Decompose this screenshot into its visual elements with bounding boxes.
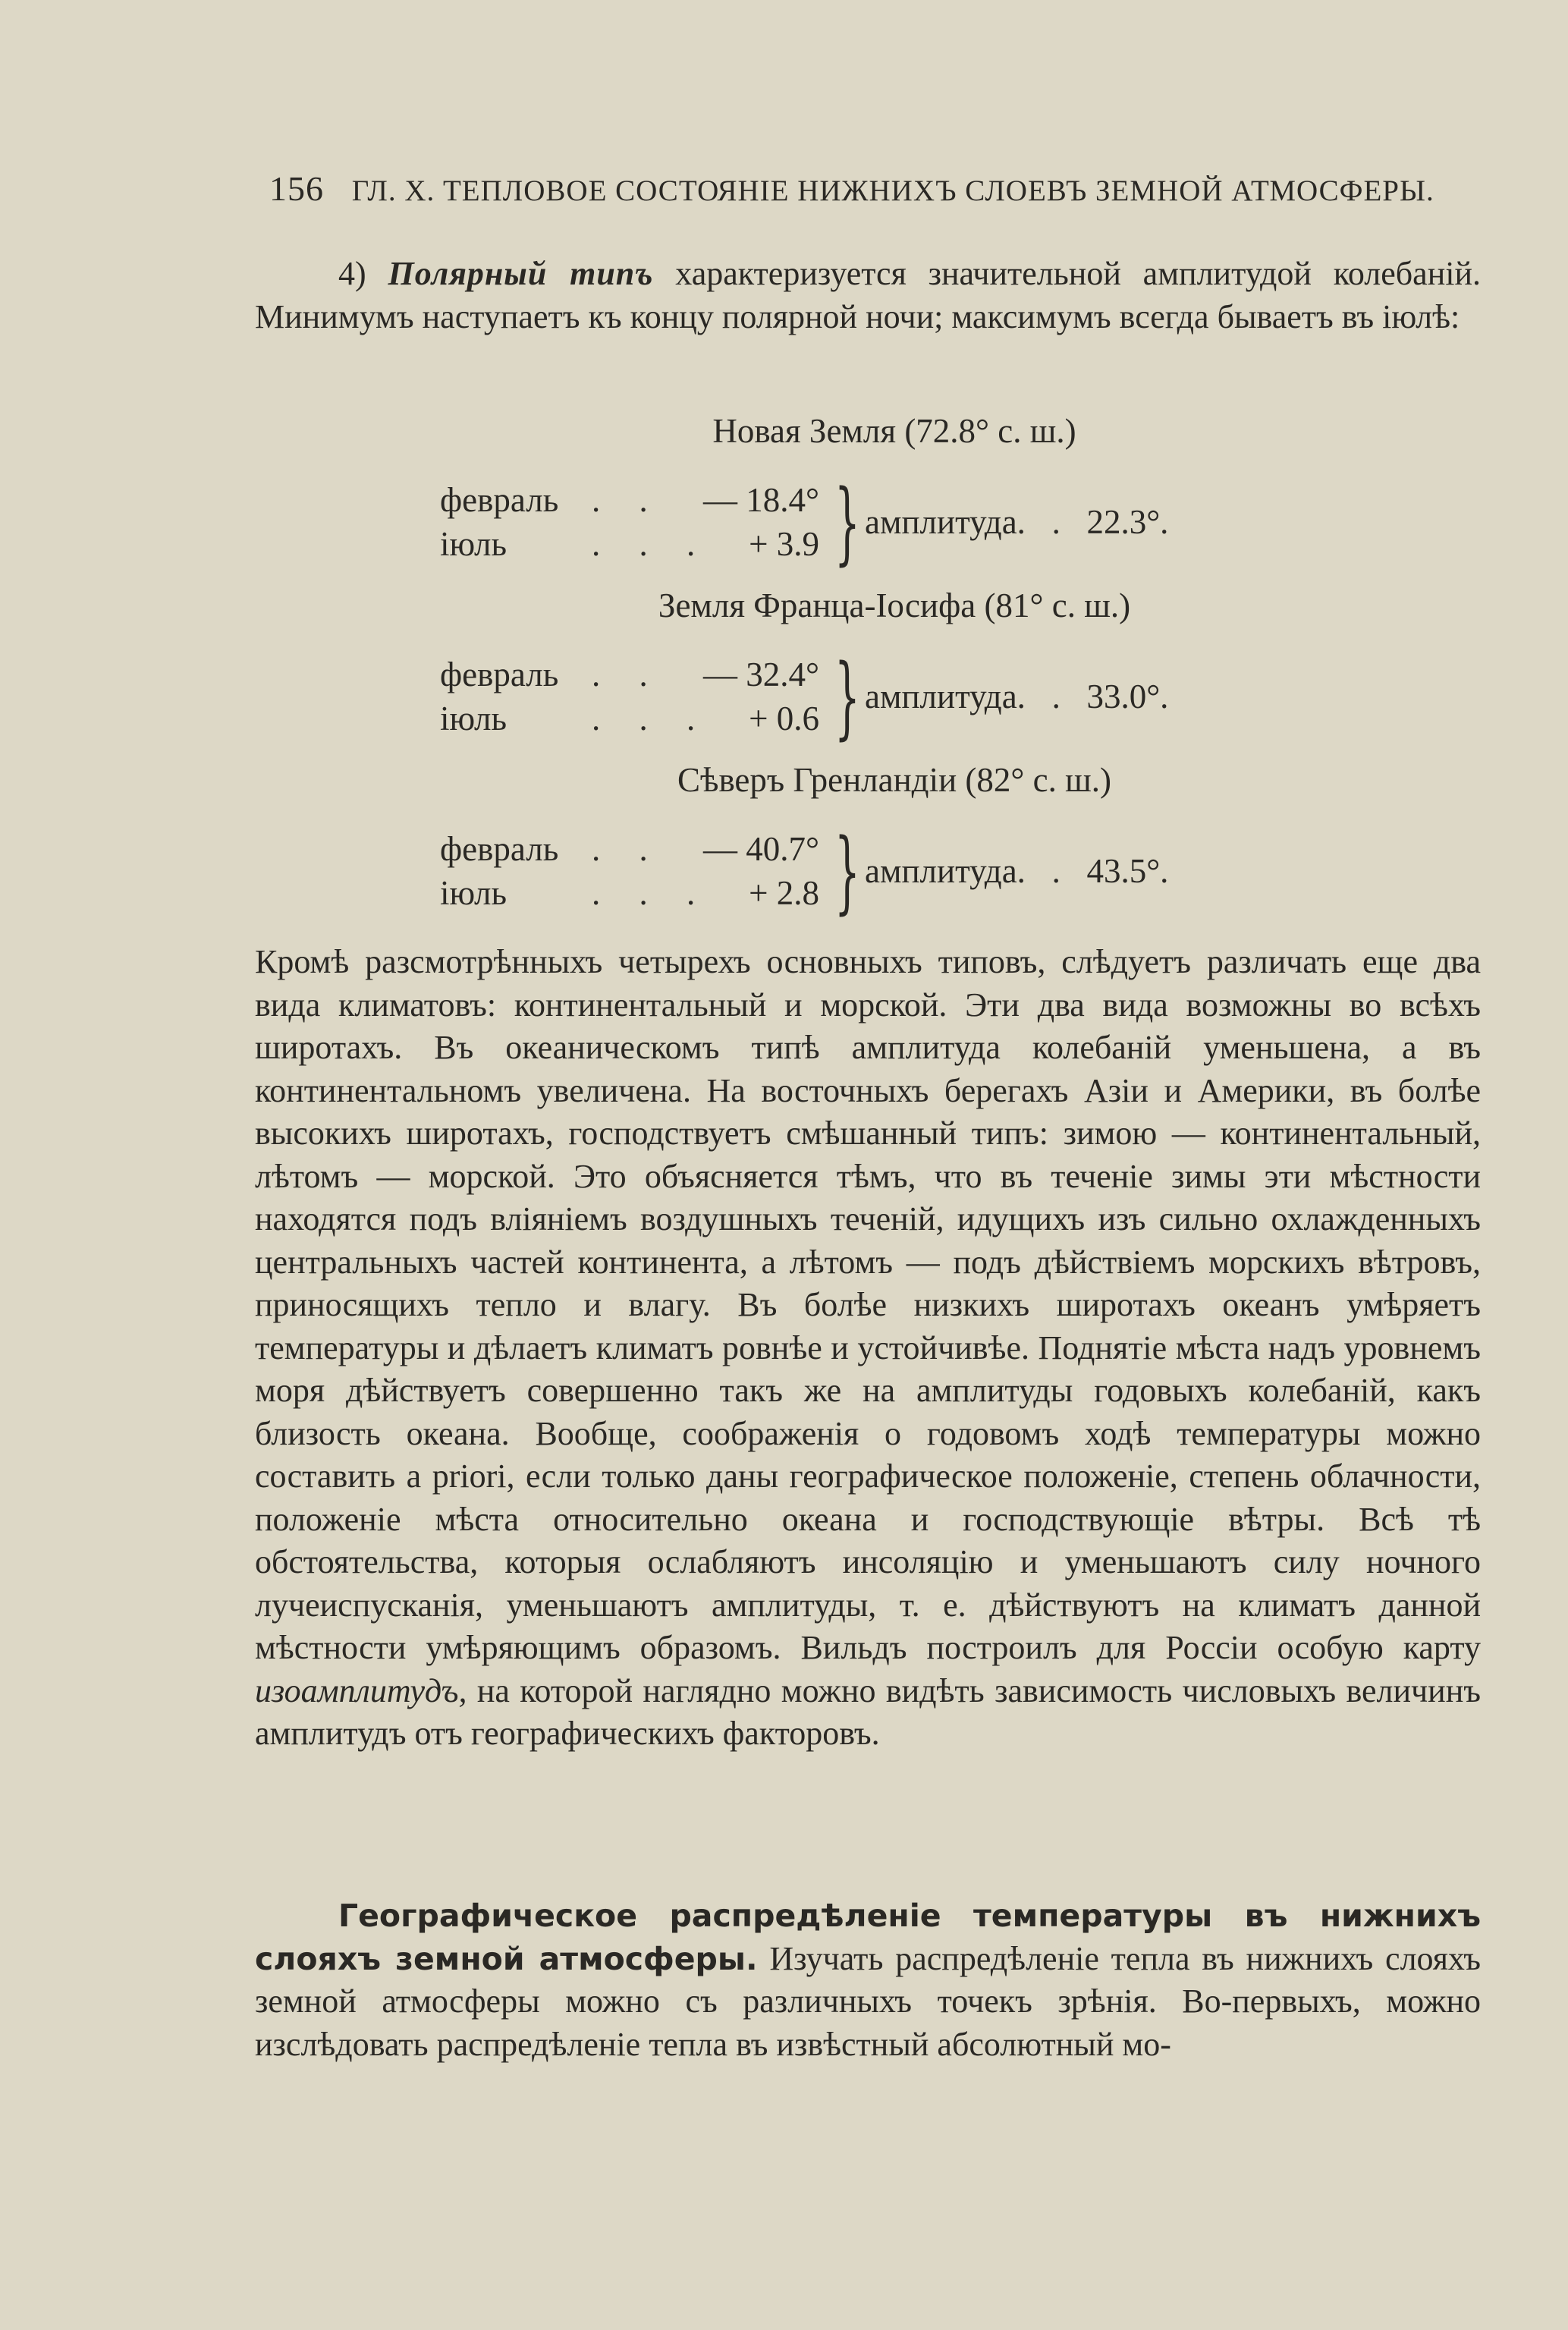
temperature-value: + 0.6 [749, 700, 819, 737]
data-row [440, 696, 819, 741]
running-head [269, 168, 1434, 209]
amplitude-value: 33.0°. [1086, 678, 1169, 715]
right-brace: } [834, 644, 860, 749]
leader-dots: . . . [592, 874, 711, 912]
temperature-value: — 40.7° [703, 830, 819, 868]
amplitude [865, 674, 1168, 718]
leader-dots: . . [592, 830, 663, 868]
temperature-value: + 2.8 [749, 874, 819, 912]
station-title: Сѣверъ Гренландіи (82° с. ш.) [677, 761, 1111, 799]
data-row [440, 652, 819, 696]
amplitude [865, 500, 1168, 544]
amplitude-value: 43.5°. [1086, 852, 1169, 890]
amplitude-label: амплитуда. [865, 503, 1026, 541]
month-label: февраль [440, 481, 559, 519]
temperature-value: — 18.4° [703, 481, 819, 519]
leader-dots: . . [592, 656, 663, 693]
temperature-value: + 3.9 [749, 525, 819, 563]
month-label: февраль [440, 656, 559, 693]
polar-type-term: Полярный типъ [388, 255, 654, 292]
page-number: 156 [269, 169, 324, 208]
section-text: Изучать распредѣленіе тепла въ нижнихъ слояхъ земной атмосферы можно съ различныхъ точекъ зрѣнія. Во-первыхъ, можно изслѣдовать распредѣленіе тепла въ извѣстный абсолютный мо- [255, 1939, 1482, 2063]
leader-dots: . . . [592, 525, 711, 563]
leader-dots: . [1051, 678, 1061, 715]
month-label: іюль [440, 874, 507, 912]
section-heading: Географическое распредѣленіе температуры въ нижнихъ слояхъ земной атмосферы. [255, 1898, 1481, 1977]
amplitude [865, 849, 1168, 893]
amplitude-label: амплитуда. [865, 852, 1026, 890]
temperature-value: — 32.4° [703, 656, 819, 693]
isoamplitude-term: изоамплитудъ, [255, 1671, 467, 1709]
month-label: февраль [440, 830, 559, 868]
body-text: Кромѣ разсмотрѣнныхъ четырехъ основныхъ типовъ, слѣдуетъ различать еще два вида климатовъ: континентальный и морской. Эти два вида возможны во всѣхъ широтахъ. Въ океаническомъ типѣ амплитуда колебаній уменьшена, а въ континентальномъ увеличена. На восточныхъ берегахъ Азіи и Америки, въ болѣе высокихъ широтахъ, господствуетъ смѣшанный типъ: зимою — континентальный, лѣтомъ — морской. Это объясняется тѣмъ, что въ теченіе зимы эти мѣстности находятся подъ вліяніемъ воздушныхъ теченій, идущихъ изъ сильно охлажденныхъ центральныхъ частей континента, а лѣтомъ — подъ дѣйствіемъ морскихъ вѣтровъ, приносящихъ тепло и влагу. Въ болѣе низкихъ широтахъ океанъ умѣряетъ температуры и дѣлаетъ климатъ ровнѣе и устойчивѣе. Поднятіе мѣста надъ уровнемъ моря дѣйствуетъ совершенно такъ же на амплитуды годовыхъ колебаній, какъ близость океана. Вообще, соображенія о годовомъ ходѣ температуры можно составить a priori, если только даны географическое положеніе, степень облачности, положеніе мѣста относительно океана и господствующіе вѣтры. Всѣ тѣ обстоятельства, которыя ослабляютъ инсоляцію и уменьшаютъ силу ночного лучеиспусканія, уменьшаютъ амплитуды, т. е. дѣйствуютъ на климатъ данной мѣстности умѣряющимъ образомъ. Вильдъ построилъ для Россіи особую карту [255, 943, 1481, 1666]
leader-dots: . [1051, 852, 1061, 890]
data-row [440, 827, 819, 871]
leader-dots: . . [592, 481, 663, 519]
leader-dots: . [1051, 503, 1061, 541]
station-data-block [440, 470, 1350, 574]
right-brace: } [834, 819, 860, 923]
leader-dots: . . . [592, 700, 711, 737]
amplitude-label: амплитуда. [865, 678, 1026, 715]
month-label: іюль [440, 700, 507, 737]
station-data-block [440, 644, 1350, 749]
amplitude-value: 22.3°. [1086, 503, 1169, 541]
intro-text: характеризуется значительной амплитудой колебаній. Минимумъ наступаетъ къ концу полярной ночи; максимумъ всегда бываетъ въ іюлѣ: [255, 255, 1482, 335]
item-number: 4) [338, 255, 366, 292]
station-data-block [440, 819, 1350, 923]
section-paragraph [255, 1895, 1481, 2066]
month-label: іюль [440, 525, 507, 563]
station-title: Земля Франца-Іосифа (81° с. ш.) [658, 586, 1131, 624]
station-title: Новая Земля (72.8° с. ш.) [712, 412, 1076, 450]
intro-paragraph [255, 253, 1481, 338]
body-text-end: на которой наглядно можно видѣть зависимость числовыхъ величинъ амплитудъ отъ географическихъ факторовъ. [255, 1671, 1481, 1752]
data-row [440, 478, 819, 522]
data-row [440, 871, 819, 915]
chapter-title: ГЛ. X. ТЕПЛОВОЕ СОСТОЯНІЕ НИЖНИХЪ СЛОЕВЪ ЗЕМНОЙ АТМОСФЕРЫ. [351, 175, 1434, 207]
right-brace: } [834, 470, 860, 574]
body-paragraph [255, 941, 1481, 1756]
data-row [440, 522, 819, 566]
